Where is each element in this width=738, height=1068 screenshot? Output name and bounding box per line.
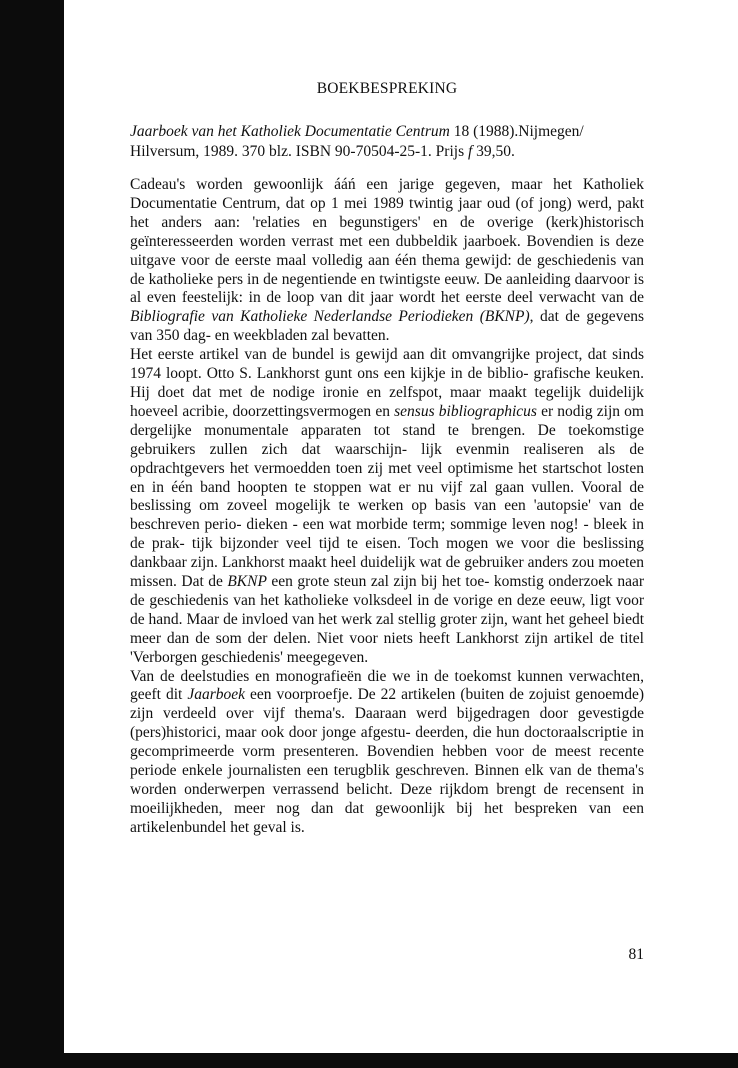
citation-title: Jaarboek van het Katholiek Documentatie Centrum	[130, 123, 450, 140]
scan-bottom-shadow	[0, 1053, 738, 1068]
italic-phrase: Bibliografie van Katholieke Nederlandse Periodieken (BKNP)	[130, 308, 530, 326]
text-run: een voorproefje. De 22 artikelen (buiten de zojuist genoemde) zijn verdeeld over vijf thema's. Daaraan werd bijgedragen door gevestigde (pers)historici, maar ook door jonge afgestu- deerden, die hun doctoraalscriptie in gecomprimeerde vorm presenteren. Bovendien hebben voor de meest recente periode enkele journalisten een terugblik geschreven. Binnen elk van de thema's worden onderwerpen verrassend belicht. Deze rijkdom brengt de recensent in moeilijkheden, meer nog dan dat gewoonlijk bij het bespreken van een artikelenbundel het geval is.	[130, 686, 645, 836]
body-paragraph	[130, 176, 644, 346]
citation-details-1: 18 (1988).Nijmegen/	[449, 123, 584, 140]
italic-phrase: sensus bibliographicus	[394, 402, 537, 420]
text-run: Het eerste artikel van de bundel is gewijd aan dit omvangrijke project, dat sinds 1974 loopt. Otto S. Lankhorst gunt ons een kijkje in de biblio- grafische keuken. Hij doet dat met de nodige ironie en zelfspot, maar maakt tegelijk duidelijk hoeveel acribie, doorzettingsvermogen en	[130, 346, 644, 420]
page-heading: BOEKBESPREKING	[316, 80, 458, 97]
text-run: Van de deelstudies en monografieën die we in de toekomst kunnen verwachten, geeft dit	[130, 667, 644, 704]
body-paragraph	[130, 668, 644, 838]
citation-currency: f	[467, 143, 473, 160]
book-citation	[130, 122, 644, 162]
italic-phrase: Jaarboek	[187, 686, 245, 704]
citation-price: 39,50.	[472, 143, 515, 160]
review-body	[130, 176, 644, 838]
body-paragraph	[130, 346, 644, 667]
scan-spine-shadow	[0, 0, 64, 1068]
italic-phrase: BKNP	[227, 573, 267, 591]
page-number: 81	[628, 946, 644, 963]
text-run: een grote steun zal zijn bij het toe- komstig onderzoek naar de geschiedenis van het katholieke volksdeel in de vorige en deze eeuw, ligt voor de hand. Maar de invloed van het werk zal stellig groter zijn, want het geheel biedt meer dan de som der delen. Niet voor niets heeft Lankhorst zijn artikel de titel 'Verborgen geschiedenis' meegegeven.	[130, 573, 644, 666]
text-run: Cadeau's worden gewoonlijk ááń een jarige gegeven, maar het Katholiek Documentatie Centrum, dat op 1 mei 1989 twintig jaar oud (of jong) werd, pakt het anders aan: 'relaties en begunstigers' en de overige (kerk)historisch geïnteresseerden worden verrast met een dubbeldik jaarboek. Bovendien is deze uitgave voor de eerste maal volledig aan één thema gewijd: de geschiedenis van de katholieke pers in de negentiende en twintigste eeuw. De aanleiding daarvoor is al even feestelijk: in de loop van dit jaar wordt het eerste deel verwacht van de	[130, 176, 644, 307]
text-run: , dat de gegevens van 350 dag- en weekbladen zal bevatten.	[130, 308, 644, 345]
citation-details-2: Hilversum, 1989. 370 blz. ISBN 90-70504-25-1. Prijs	[130, 143, 468, 160]
text-run: er nodig zijn om dergelijke monumentale apparaten tot stand te brengen. De toekomstige gebruikers zullen zich dat waarschijn- lijk evenmin realiseren als de opdrachtgevers het vermoedden toen zij met veel optimisme het startschot losten en in één band hoopten te stoppen wat er nu vijf zal gaan vullen. Vooral de beslissing om zoveel mogelijk te werken op basis van een 'autopsie' van de beschreven perio- dieken - een wat morbide term; sommige leven nog! - bleek in de prak- tijk bijzonder veel tijd te eisen. Toch mogen we voor die beslissing dankbaar zijn. Lankhorst maakt heel duidelijk wat de gebruiker anders zou moeten missen. Dat de	[130, 402, 644, 591]
